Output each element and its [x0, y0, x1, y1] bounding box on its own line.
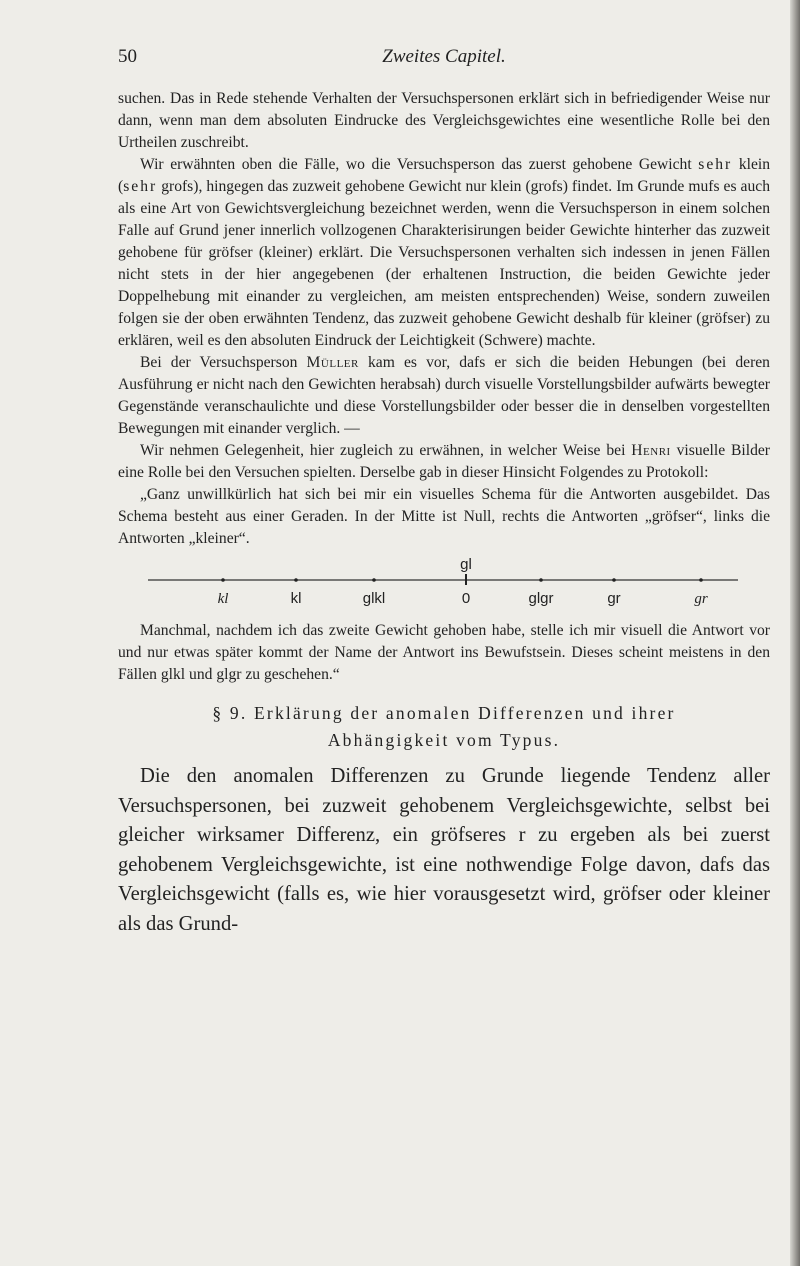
- scale-label: 0: [461, 590, 471, 607]
- quote-paragraph: Manchmal, nachdem ich das zweite Gewicht gehoben habe, stelle ich mir visuell die Antwort vor und nur etwas später kommt der Name der Antwort ins Bewufstsein. Dieses scheint meistens in den Fällen glkl und glgr zu geschehen.“: [118, 622, 770, 683]
- paragraph: Die den anomalen Differenzen zu Grunde liegende Tendenz aller Versuchspersonen, bei zuzweit gehobenem Vergleichsgewichte, selbst bei gleicher wirksamer Differenz, ein gröfseres r zu ergeben als bei zuerst gehobenem Vergleichsgewichte, ist eine nothwendige Folge davon, dafs das Vergleichsgewicht (falls es, wie hier vorausgesetzt wird, gröfser oder kleiner als das Grund-: [118, 765, 770, 935]
- large-print-text: [118, 762, 770, 939]
- scale-top-label: gl: [460, 556, 472, 573]
- page-header: [118, 46, 770, 76]
- paragraph: [118, 440, 770, 484]
- page-number: 50: [118, 46, 137, 67]
- text-run: Wir erwähnten oben die Fälle, wo die Versuchsperson das zuerst gehobene Gewicht: [140, 156, 699, 173]
- section-heading-line: Abhängigkeit vom Typus.: [327, 730, 561, 750]
- running-head: Zweites Capitel.: [382, 46, 506, 67]
- scale-label: gr: [607, 590, 621, 607]
- body-text: [118, 88, 770, 939]
- text-run: visuelle Bilder eine Rolle bei den Versuchen spielten. Derselbe gab in dieser Hinsicht Folgendes zu Protokoll:: [118, 442, 771, 481]
- spaced-emphasis: sehr: [123, 178, 158, 195]
- text-run: Bei der Versuchsperson: [140, 354, 307, 371]
- scale-label: glkl: [362, 590, 386, 607]
- section-heading: [118, 700, 770, 754]
- text-run: grofs), hingegen das zuzweit gehobene Gewicht nur klein (grofs) findet. Im Grunde mufs es auch als eine Art von Gewichtsvergleichung bezeichnet werden, wenn die Versuchsperson in einem solchen Falle auf Grund jener innerlich vollzogenen Charakterisirungen beider Gewichte hinterher das zuzweit gehobene für gröfser (kleiner) erklärt. Die Versuchspersonen verhalten sich indessen in jenen Fällen nicht stets in der hier angegebenen (der erhaltenen Instruction, die beiden Gewichte jeder Doppelhebung mit einander zu vergleichen, am meisten entsprechenden) Weise, sondern zuweilen folgen sie der oben erwähnten Tendenz, das zuzweit gehobene Gewicht deshalb für kleiner (gröfser) zu erklären, weil es den absoluten Eindruck der Leichtigkeit (Schwere) machte.: [118, 178, 770, 349]
- page-edge-shadow: [790, 0, 800, 1266]
- person-name: Henri: [631, 442, 671, 459]
- quote-paragraph: „Ganz unwillkürlich hat sich bei mir ein visuelles Schema für die Antworten ausgebildet. Das Schema besteht aus einer Geraden. In der Mitte ist Null, rechts die Antworten „gröfser“, links die Antworten „kleiner“.: [118, 486, 770, 547]
- spaced-emphasis: sehr: [698, 156, 733, 173]
- scale-label: kl: [290, 590, 302, 607]
- text-run: kam es vor, dafs er sich die beiden Hebungen (bei deren Ausführung er nicht nach den Gewichten herabsah) durch visuelle Vorstellungsbilder aufwärts bewegter Gegenstände veranschaulichte und diese Vorstellungsbilder oder besser die in denselben vorgestellten Bewegungen mit einander verglich. —: [118, 354, 770, 437]
- section-heading-line: § 9. Erklärung der anomalen Differenzen und ihrer: [212, 703, 676, 723]
- paragraph: [118, 154, 770, 352]
- scale-line: [118, 554, 770, 588]
- answer-scale-diagram: [118, 554, 770, 616]
- paragraph: suchen. Das in Rede stehende Verhalten der Versuchspersonen erklärt sich in befriedigender Weise nur dann, wenn man dem absoluten Eindrucke des Vergleichsgewichtes eine wesentliche Rolle bei den Urtheilen zuschreibt.: [118, 90, 770, 151]
- scale-label: kl: [217, 591, 229, 607]
- text-run: Wir nehmen Gelegenheit, hier zugleich zu erwähnen, in welcher Weise bei: [140, 442, 632, 459]
- paragraph: [118, 352, 770, 440]
- scale-label: glgr: [528, 590, 554, 607]
- scale-label: gr: [694, 591, 708, 607]
- text-run: klein (: [118, 156, 770, 195]
- person-name: Müller: [306, 354, 359, 371]
